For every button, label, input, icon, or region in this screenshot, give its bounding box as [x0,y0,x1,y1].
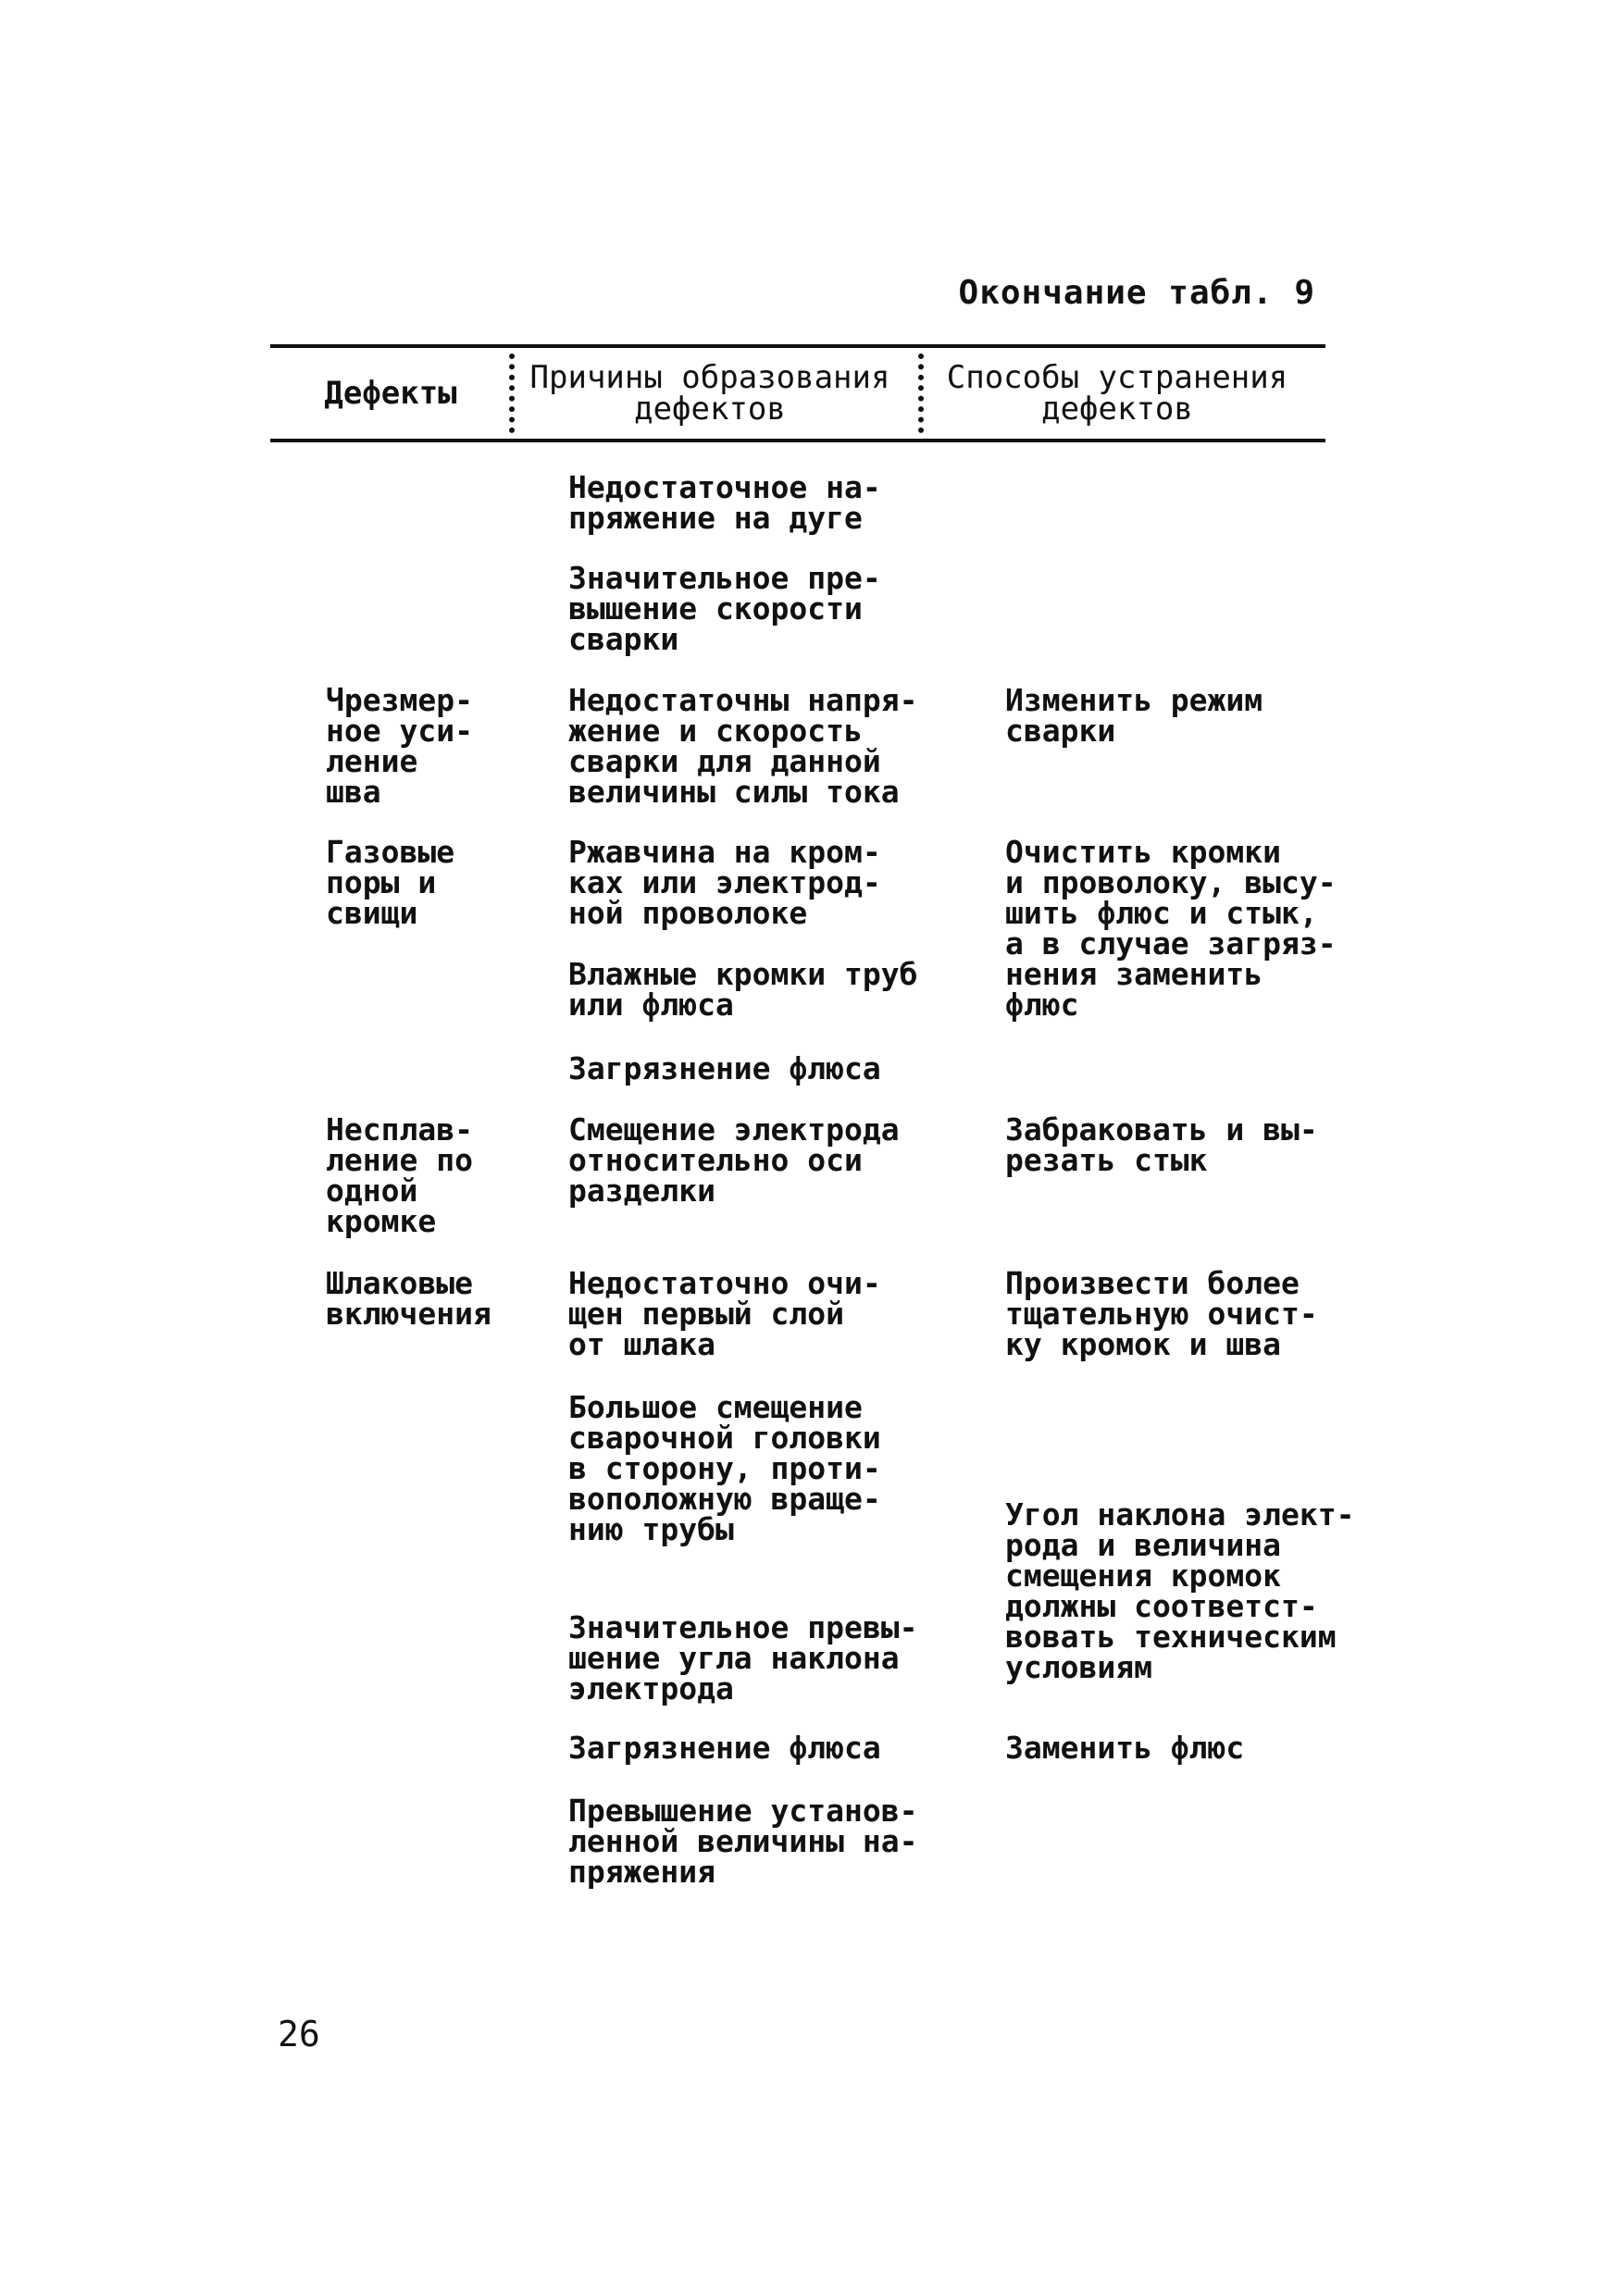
remedy-cell: Произвести более тщательную очист- ку кромок и шва [1005,1265,1318,1362]
cause-cell: Значительное превы- шение угла наклона электрода [568,1609,918,1706]
cause-cell: Недостаточны напря- жение и скорость сварки для данной величины силы тока [568,682,918,810]
defect-cell: Шлаковые включения [326,1265,491,1332]
page-number: 26 [278,2014,320,2054]
remedy-cell: Изменить режим сварки [1005,682,1263,749]
defect-cell: Несплав- ление по одной кромке [326,1111,473,1239]
table-header-rule [270,439,1325,442]
table-header [270,348,1325,439]
defect-cell: Чрезмер- ное уси- ление шва [326,682,473,810]
table-continuation-caption: Окончание табл. 9 [958,274,1315,312]
cause-cell: Недостаточно очи- щен первый слой от шлака [568,1265,881,1362]
remedy-cell: Угол наклона элект- рода и величина смещения кромок должны соответст- вовать техническим условиям [1005,1496,1355,1685]
cause-cell: Загрязнение флюса [568,1730,881,1766]
cause-cell: Ржавчина на кром- ках или электрод- ной проволоке [568,834,881,931]
cause-cell: Загрязнение флюса [568,1050,881,1086]
column-separator [509,354,520,433]
cause-cell: Влажные кромки труб или флюса [568,956,918,1023]
cause-cell: Превышение установ- ленной величины на- пряжения [568,1793,918,1890]
defect-cell: Газовые поры и свищи [326,834,455,931]
defects-table [270,344,1325,442]
cause-cell: Смещение электрода относительно оси разделки [568,1111,900,1209]
cause-cell: Значительное пре- вышение скорости сварки [568,560,881,657]
header-remedies: Способы устранения дефектов [946,359,1288,428]
cause-cell: Недостаточное на- пряжение на дуге [568,469,881,536]
remedy-cell: Забраковать и вы- резать стык [1005,1111,1318,1178]
cause-cell: Большое смещение сварочной головки в сторону, проти- воположную враще- нию трубы [568,1389,881,1547]
remedy-cell: Заменить флюс [1005,1730,1245,1766]
column-separator [918,354,929,433]
header-causes: Причины образования дефектов [529,359,890,428]
header-defects: Дефекты [324,375,457,412]
remedy-cell: Очистить кромки и проволоку, высу- шить флюс и стык, а в случае загряз- нения заменить флюс [1005,834,1337,1023]
